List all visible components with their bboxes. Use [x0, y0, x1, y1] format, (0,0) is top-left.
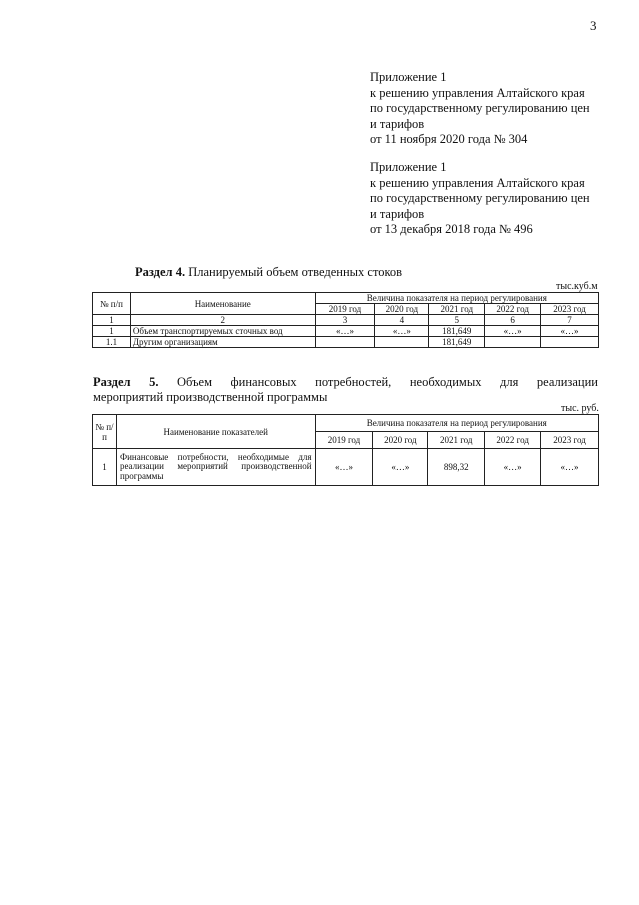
- section5-title-line1: Объем финансовых потребностей, необходимых для реализации: [158, 375, 598, 389]
- year-header: 2021 год: [429, 304, 485, 315]
- appendix-previous: [370, 160, 590, 238]
- section5-label: Раздел 5.: [93, 375, 159, 389]
- column-number: 6: [485, 315, 541, 326]
- year-header: 2019 год: [315, 432, 373, 449]
- page-number: 3: [590, 18, 597, 33]
- column-number: 7: [541, 315, 599, 326]
- table-row: [93, 449, 599, 486]
- row-value: [485, 337, 541, 348]
- column-number: 2: [130, 315, 315, 326]
- section5-heading: [93, 375, 598, 405]
- appendix-line: по государственному регулированию цен: [370, 191, 590, 205]
- row-name: Финансовые потребности, необходимые для реализации мероприятий производственной программы: [116, 449, 315, 486]
- row-number: 1: [93, 449, 117, 486]
- num-header: № п/ п: [93, 415, 117, 449]
- appendix-line: Приложение 1: [370, 160, 447, 174]
- row-value: «…»: [485, 326, 541, 337]
- section4-table: [92, 292, 599, 348]
- row-value: 181,649: [429, 326, 485, 337]
- table-header-row: [93, 293, 599, 304]
- section5-heading-line1: [93, 375, 598, 390]
- row-name: Другим организациям: [130, 337, 315, 348]
- table-header-row: [93, 415, 599, 432]
- table-row: [93, 326, 599, 337]
- row-value: «…»: [541, 449, 599, 486]
- column-number: 1: [93, 315, 131, 326]
- row-value: «…»: [485, 449, 541, 486]
- row-value: «…»: [375, 326, 429, 337]
- year-header: 2020 год: [375, 304, 429, 315]
- appendix-line: Приложение 1: [370, 70, 447, 84]
- year-header: 2023 год: [541, 432, 599, 449]
- row-number: 1.1: [93, 337, 131, 348]
- section5-units: тыс. руб.: [561, 403, 599, 414]
- appendix-line: по государственному регулированию цен: [370, 101, 590, 115]
- appendix-line: от 13 декабря 2018 года № 496: [370, 222, 533, 236]
- row-value: [315, 337, 375, 348]
- year-header: 2022 год: [485, 432, 541, 449]
- row-number: 1: [93, 326, 131, 337]
- section4-units: тыс.куб.м: [556, 281, 598, 292]
- appendix-line: к решению управления Алтайского края: [370, 175, 585, 190]
- section5-table: [92, 414, 599, 486]
- section4-heading: [135, 265, 402, 280]
- appendix-line: от 11 ноября 2020 года № 304: [370, 132, 528, 146]
- num-header: № п/п: [93, 293, 131, 315]
- appendix-line: и тарифов: [370, 206, 425, 221]
- appendix-line: к решению управления Алтайского края: [370, 85, 585, 100]
- appendix-current: [370, 70, 590, 148]
- year-header: 2021 год: [428, 432, 485, 449]
- column-number: 3: [315, 315, 375, 326]
- period-header: Величина показателя на период регулирования: [315, 293, 598, 304]
- column-number: 5: [429, 315, 485, 326]
- section4-title: Планируемый объем отведенных стоков: [185, 265, 403, 279]
- row-value: [375, 337, 429, 348]
- table-column-numbers-row: [93, 315, 599, 326]
- year-header: 2023 год: [541, 304, 599, 315]
- year-header: 2020 год: [373, 432, 428, 449]
- row-name: Объем транспортируемых сточных вод: [130, 326, 315, 337]
- row-value: «…»: [315, 449, 373, 486]
- section4-label: Раздел 4.: [135, 265, 186, 279]
- row-value: «…»: [315, 326, 375, 337]
- name-header: Наименование показателей: [116, 415, 315, 449]
- period-header: Величина показателя на период регулирования: [315, 415, 598, 432]
- row-value: 898,32: [428, 449, 485, 486]
- row-value: 181,649: [429, 337, 485, 348]
- column-number: 4: [375, 315, 429, 326]
- row-value: «…»: [373, 449, 428, 486]
- row-value: «…»: [541, 326, 599, 337]
- section5-title-line2: мероприятий производственной программы: [93, 390, 328, 404]
- row-value: [541, 337, 599, 348]
- name-header: Наименование: [130, 293, 315, 315]
- year-header: 2022 год: [485, 304, 541, 315]
- table-row: [93, 337, 599, 348]
- appendix-line: и тарифов: [370, 116, 425, 131]
- year-header: 2019 год: [315, 304, 375, 315]
